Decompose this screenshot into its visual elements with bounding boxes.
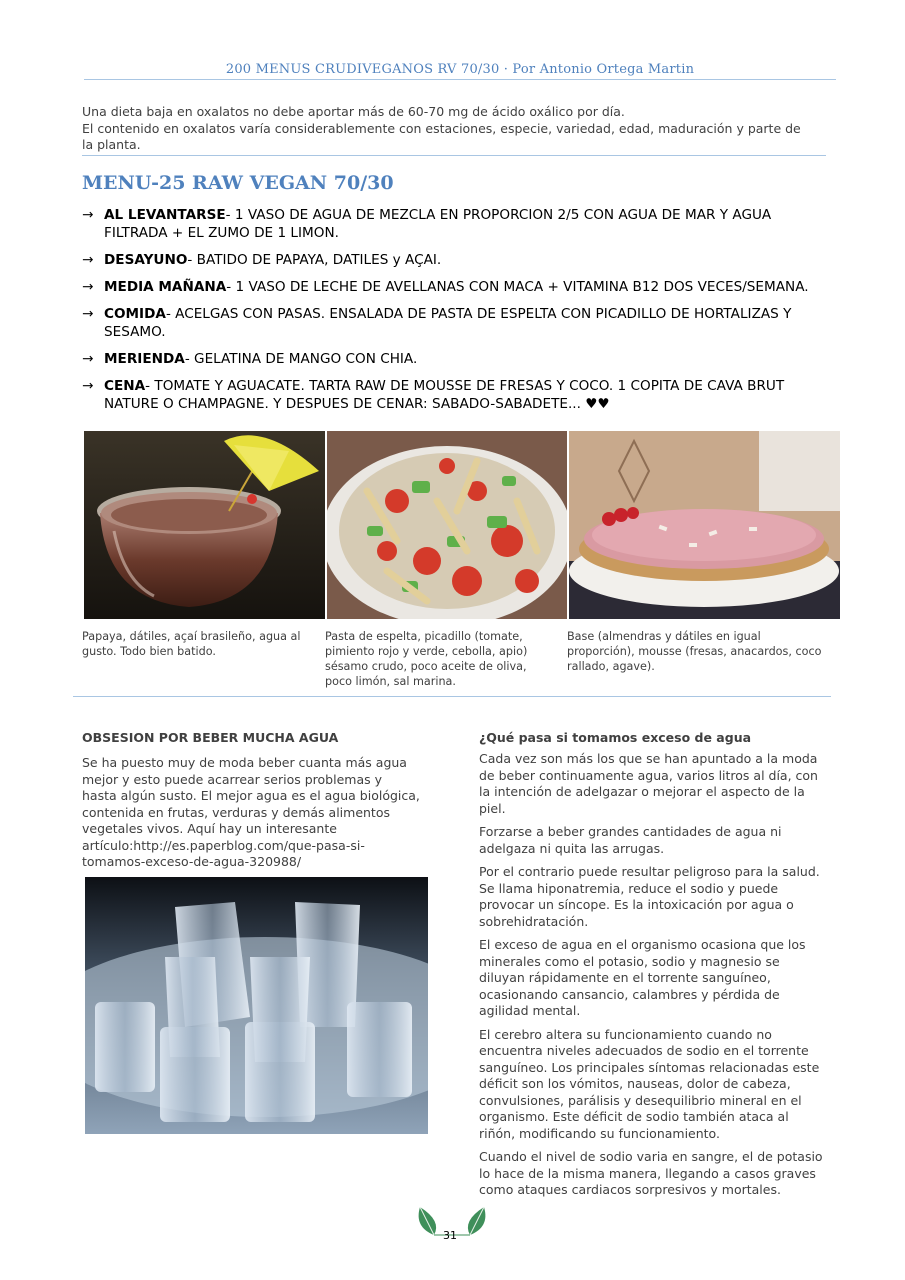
menu-item-label: AL LEVANTARSE <box>104 207 226 223</box>
header-divider <box>84 79 836 80</box>
strawberry-tart-photo <box>569 431 840 619</box>
arrow-icon: → <box>82 207 94 223</box>
menu-item-label: MERIENDA <box>104 351 185 367</box>
arrow-icon: → <box>82 351 94 367</box>
menu-item-label: COMIDA <box>104 306 166 322</box>
arrow-icon: → <box>82 306 94 322</box>
menu-item-desayuno <box>82 251 822 269</box>
intro-line-1: Una dieta baja en oxalatos no debe aportar más de 60-70 mg de ácido oxálico por día. <box>82 104 625 119</box>
left-column-text <box>82 755 420 878</box>
menu-item-al-levantarse <box>82 206 822 242</box>
left-column-title: OBSESION POR BEBER MUCHA AGUA <box>82 730 339 745</box>
photo-caption-3: Base (almendras y dátiles en igual proporción), mousse (fresas, anacardos, coco rallado, agave). <box>567 630 822 673</box>
page-header: 200 MENUS CRUDIVEGANOS RV 70/30 · Por Antonio Ortega Martin <box>225 62 695 77</box>
right-column-text <box>479 751 825 1206</box>
photo-caption-2: Pasta de espelta, picadillo (tomate, pimiento rojo y verde, cebolla, apio) sésamo crudo, poco aceite de oliva, poco limón, sal marina. <box>325 630 528 688</box>
water-glasses-photo <box>85 877 428 1134</box>
arrow-icon: → <box>82 378 94 394</box>
menu-list <box>82 206 822 422</box>
page-number: 31 <box>443 1229 457 1242</box>
menu-item-comida <box>82 305 822 341</box>
menu-item-text: - BATIDO DE PAPAYA, DATILES y AÇAI. <box>187 252 442 268</box>
right-paragraph: Forzarse a beber grandes cantidades de agua ni adelgaza ni quita las arrugas. <box>479 824 782 856</box>
menu-item-text: - TOMATE Y AGUACATE. TARTA RAW DE MOUSSE DE FRESAS Y COCO. 1 COPITA DE CAVA BRUT NATURE O CHAMPAGNE. Y DESPUES DE CENAR: SABADO-SABADETE... ♥♥ <box>104 378 785 412</box>
smoothie-photo <box>84 431 325 619</box>
menu-item-text: - 1 VASO DE AGUA DE MEZCLA EN PROPORCION 2/5 CON AGUA DE MAR Y AGUA FILTRADA + EL ZUMO DE 1 LIMON. <box>104 207 772 241</box>
photo-caption-1: Papaya, dátiles, açaí brasileño, agua al gusto. Todo bien batido. <box>82 630 301 658</box>
menu-title: MENU-25 RAW VEGAN 70/30 <box>82 172 394 194</box>
right-paragraph: Cuando el nivel de sodio varia en sangre, el de potasio lo hace de la misma manera, llegando a casos graves como ataques cardiacos sorpresivos y mortales. <box>479 1149 823 1197</box>
menu-item-label: DESAYUNO <box>104 252 188 268</box>
right-paragraph: Por el contrario puede resultar peligroso para la salud. Se llama hiponatremia, reduce el sodio y puede provocar un síncope. Es la intoxicación por agua o sobrehidratación. <box>479 864 820 929</box>
left-column-body: Se ha puesto muy de moda beber cuanta más agua mejor y esto puede acarrear serios problemas y hasta algún susto. El mejor agua es el agua biológica, contenida en frutas, verduras y demás alimentos vegetales vivos. Aquí hay un interesante artículo:http://es.paperblog.com/que-pasa-si-tomamos-exceso-de-agua-320988/ <box>82 755 420 869</box>
menu-item-cena <box>82 377 822 413</box>
right-paragraph: El cerebro altera su funcionamiento cuando no encuentra niveles adecuados de sodio en el torrente sanguíneo. Los principales síntomas relacionadas este déficit son los vómitos, nauseas, dolor de cabeza, convulsiones, parálisis y desequilibrio mineral en el organismo. Este déficit de sodio también ataca al riñón, modificando su funcionamiento. <box>479 1026 820 1141</box>
menu-item-text: - 1 VASO DE LECHE DE AVELLANAS CON MACA + VITAMINA B12 DOS VECES/SEMANA. <box>226 279 809 295</box>
menu-item-label: CENA <box>104 378 146 394</box>
section-divider <box>73 696 831 697</box>
intro-text <box>82 104 812 154</box>
menu-item-media-manana <box>82 278 822 296</box>
intro-divider <box>82 155 826 156</box>
arrow-icon: → <box>82 252 94 268</box>
menu-item-merienda <box>82 350 822 368</box>
menu-item-text: - GELATINA DE MANGO CON CHIA. <box>184 351 418 367</box>
menu-item-text: - ACELGAS CON PASAS. ENSALADA DE PASTA DE ESPELTA CON PICADILLO DE HORTALIZAS Y SESAMO. <box>104 306 792 340</box>
right-paragraph: Cada vez son más los que se han apuntado a la moda de beber continuamente agua, varios litros al día, con la intención de adelgazar o mejorar el aspecto de la piel. <box>479 751 818 816</box>
menu-item-label: MEDIA MAÑANA <box>104 279 227 295</box>
pasta-salad-photo <box>327 431 567 619</box>
arrow-icon: → <box>82 279 94 295</box>
intro-line-2: El contenido en oxalatos varía considerablemente con estaciones, especie, variedad, edad, maduración y parte de la planta. <box>82 120 801 152</box>
right-column-title: ¿Qué pasa si tomamos exceso de agua <box>479 730 752 745</box>
right-paragraph: El exceso de agua en el organismo ocasiona que los minerales como el potasio, sodio y magnesio se diluyan rápidamente en el torrente sanguíneo, ocasionando cansancio, calambres y pérdida de agilidad mental. <box>479 937 806 1018</box>
